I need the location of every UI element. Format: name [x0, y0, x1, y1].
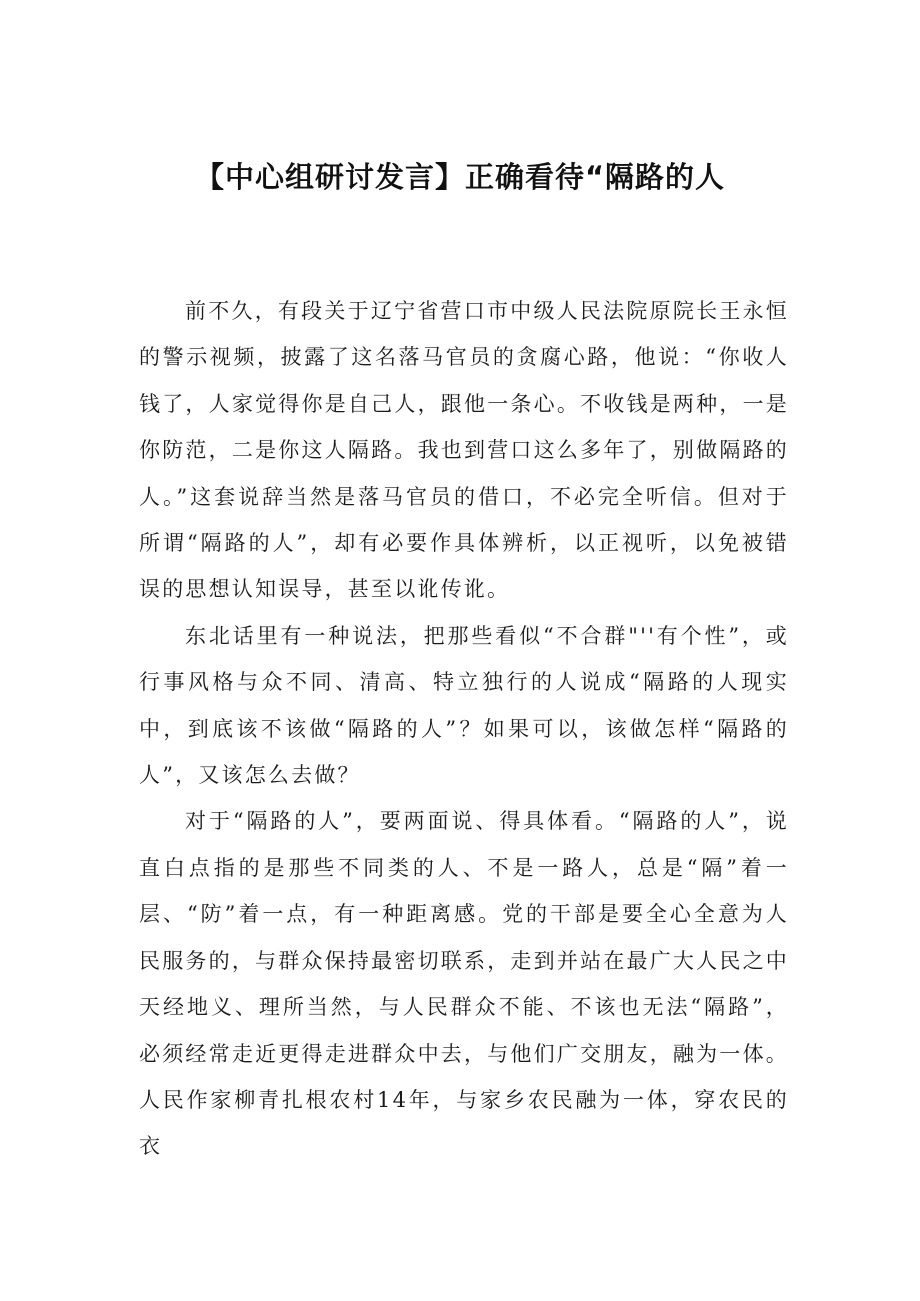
paragraph-1: 前不久，有段关于辽宁省营口市中级人民法院原院长王永恒的警示视频，披露了这名落马官员的贪腐心路，他说：“你收人钱了，人家觉得你是自己人，跟他一条心。不收钱是两种，一是你防范，二是你这人隔路。我也到营口这么多年了，别做隔路的人。”这套说辞当然是落马官员的借口，不必完全听信。但对于所谓“隔路的人”，却有必要作具体辨析，以正视听，以免被错误的思想认知误导，甚至以讹传讹。 — [139, 299, 789, 602]
paragraph-2: 东北话里有一种说法，把那些看似“不合群"''有个性”，或行事风格与众不同、清高、特立独行的人说成“隔路的人现实中，到底该不该做“隔路的人”？如果可以，该做怎样“隔路的人”，又该怎么去做？ — [139, 623, 789, 788]
paragraph-3: 对于“隔路的人”，要两面说、得具体看。“隔路的人”，说直白点指的是那些不同类的人、不是一路人，总是“隔”着一层、“防”着一点，有一种距离感。党的干部是要全心全意为人民服务的，与群众保持最密切联系，走到并站在最广大人民之中天经地义、理所当然，与人民群众不能、不该也无法“隔路”，必须经常走近更得走进群众中去，与他们广交朋友，融为一体。人民作家柳青扎根农村14年，与家乡农民融为一体，穿农民的衣 — [139, 809, 789, 1159]
document-body — [139, 288, 789, 1170]
document-title: 【中心组研讨发言】正确看待“隔路的人 — [194, 160, 726, 194]
